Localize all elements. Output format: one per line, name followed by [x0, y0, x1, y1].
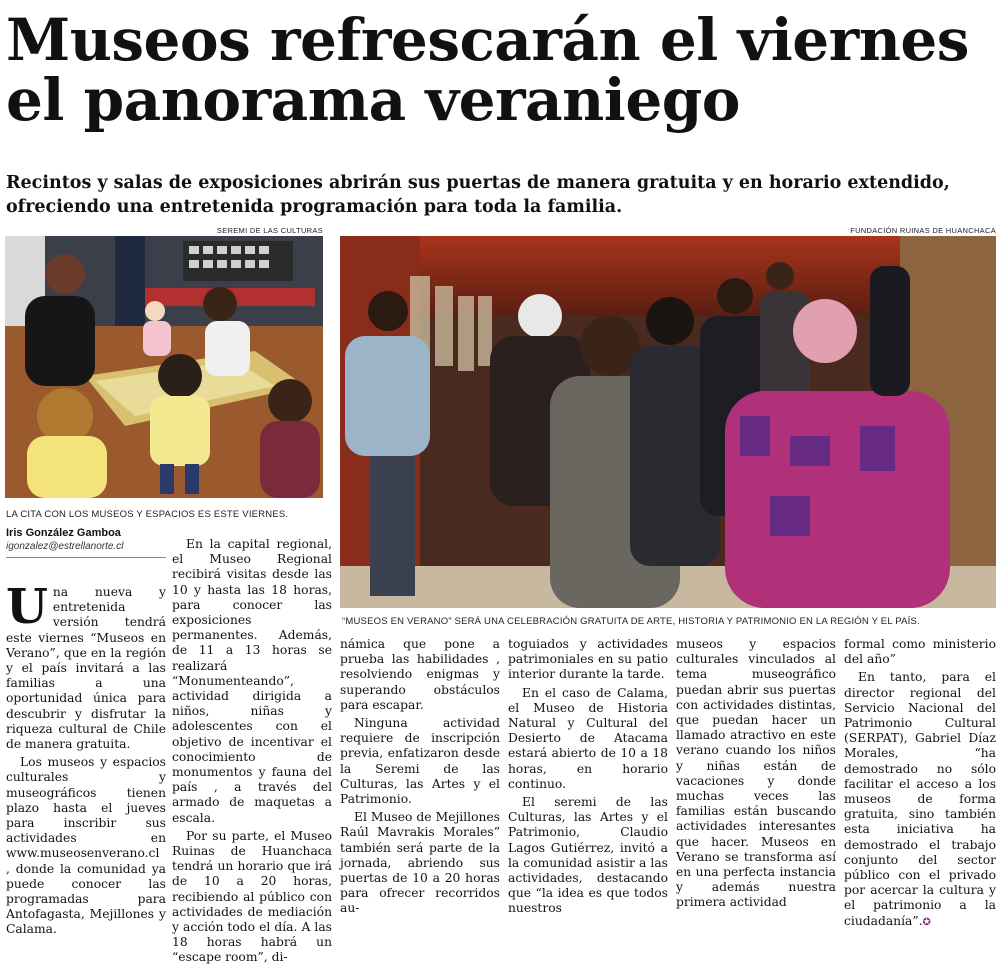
paragraph: toguiados y actividades patrimoniales en su patio interior durante la tarde.	[508, 637, 668, 682]
headline-line-1: Museos refrescarán el viernes	[6, 6, 969, 74]
body-column-5	[676, 637, 836, 914]
paragraph: Una nueva y entretenida versión tendrá este viernes “Museos en Verano”, que en la región y el país invitará a las familias a una oportunidad única para descubrir y disfrutar la riqueza cultural de Chile de manera gratuita.	[6, 579, 166, 752]
main-photo-credit: FUNDACIÓN RUINAS DE HUANCHACA	[850, 226, 996, 235]
paragraph: En el caso de Calama, el Museo de Historia Natural y Cultural del Desierto de Atacama estará abierto de 10 a 18 horas, en horario continuo.	[508, 685, 668, 791]
paragraph: Por su parte, el Museo Ruinas de Huanchaca tendrá un horario que irá de 10 a 20 horas, recibiendo al público con actividades de mediación y acción todo el día. A las 18 horas habrá un “escape room”, di-	[172, 828, 332, 965]
main-photo	[340, 236, 996, 608]
paragraph: En la capital regional, el Museo Regional recibirá visitas desde las 10 y hasta las 18 horas, para conocer las exposiciones permanentes. Además, de 11 a 13 horas se realizará “Monumenteando”, actividad dirigida a niños, niñas y adolescentes con el objetivo de incentivar el conocimiento de monumentos y fauna del país , a través del armado de maquetas a escala.	[172, 537, 332, 825]
paragraph: Los museos y espacios culturales y museográficos tienen plazo hasta el jueves para inscribir sus actividades en www.museosenverano.cl , donde la comunidad ya puede conocer las programadas para Antofagasta, Mejillones y Calama.	[6, 755, 166, 937]
left-photo-caption: LA CITA CON LOS MUSEOS Y ESPACIOS ES ESTE VIERNES.	[6, 509, 289, 520]
paragraph: En tanto, para el director regional del Servicio Nacional del Patrimonio Cultural (SERPAT), Gabriel Díaz Morales, “ha demostrado no sólo facilitar el acceso a los museos de forma gratuita, sino también esta iniciativa ha demostrado el trabajo conjunto del sector público con el privado por acercar la cultura y el patrimonio a la ciudadanía”.✪	[844, 670, 996, 928]
body-column-4	[508, 637, 668, 920]
headline-line-2: el panorama veraniego	[6, 66, 740, 134]
body-column-3	[340, 637, 500, 920]
paragraph: El Museo de Mejillones Raúl Mavrakis Morales” también será parte de la jornada, abriendo sus puertas de 10 a 20 horas para ofrecer recorridos au-	[340, 810, 500, 916]
paragraph: museos y espacios culturales vinculados al tema museográfico puedan abrir sus puertas con actividades distintas, que puedan hacer un llamado atractivo en este verano cuando los niños y niñas están de vacaciones y donde muchas veces las familias están buscando actividades interesantes que hacer. Museos en Verano se transforma así en una perfecta instancia y además nuestra primera actividad	[676, 637, 836, 910]
paragraph: El seremi de las Culturas, las Artes y el Patrimonio, Claudio Lagos Gutiérrez, invitó a la comunidad asistir a las actividades, destacando que “la idea es que todos nuestros	[508, 795, 668, 916]
deck: Recintos y salas de exposiciones abrirán sus puertas de manera gratuita y en horario extendido, ofreciendo una entretenida programación para toda la familia.	[6, 173, 950, 217]
body-column-6	[844, 637, 996, 933]
left-photo-image	[5, 236, 323, 498]
byline-email: igonzalez@estrellanorte.cl	[6, 541, 124, 552]
paragraph: formal como ministerio del año”	[844, 637, 996, 667]
byline-divider	[6, 557, 166, 558]
main-photo-image	[340, 236, 996, 608]
paragraph: námica que pone a prueba las habilidades , resolviendo enigmas y superando obstáculos para escapar.	[340, 637, 500, 712]
headline	[6, 6, 996, 134]
left-photo	[5, 236, 323, 498]
byline-author: Iris González Gamboa	[6, 527, 121, 539]
left-photo-credit: SEREMI DE LAS CULTURAS	[216, 226, 323, 235]
body-column-1	[6, 579, 166, 941]
paragraph: Ninguna actividad requiere de inscripción previa, enfatizaron desde la Seremi de las Culturas, las Artes y el Patrimonio.	[340, 716, 500, 807]
main-photo-caption: “MUSEOS EN VERANO” SERÁ UNA CELEBRACIÓN GRATUITA DE ARTE, HISTORIA Y PATRIMONIO EN LA REGIÓN Y EL PAÍS.	[342, 616, 920, 627]
body-column-2	[172, 537, 332, 969]
end-mark-icon: ✪	[922, 916, 931, 928]
drop-cap: U	[6, 579, 48, 635]
